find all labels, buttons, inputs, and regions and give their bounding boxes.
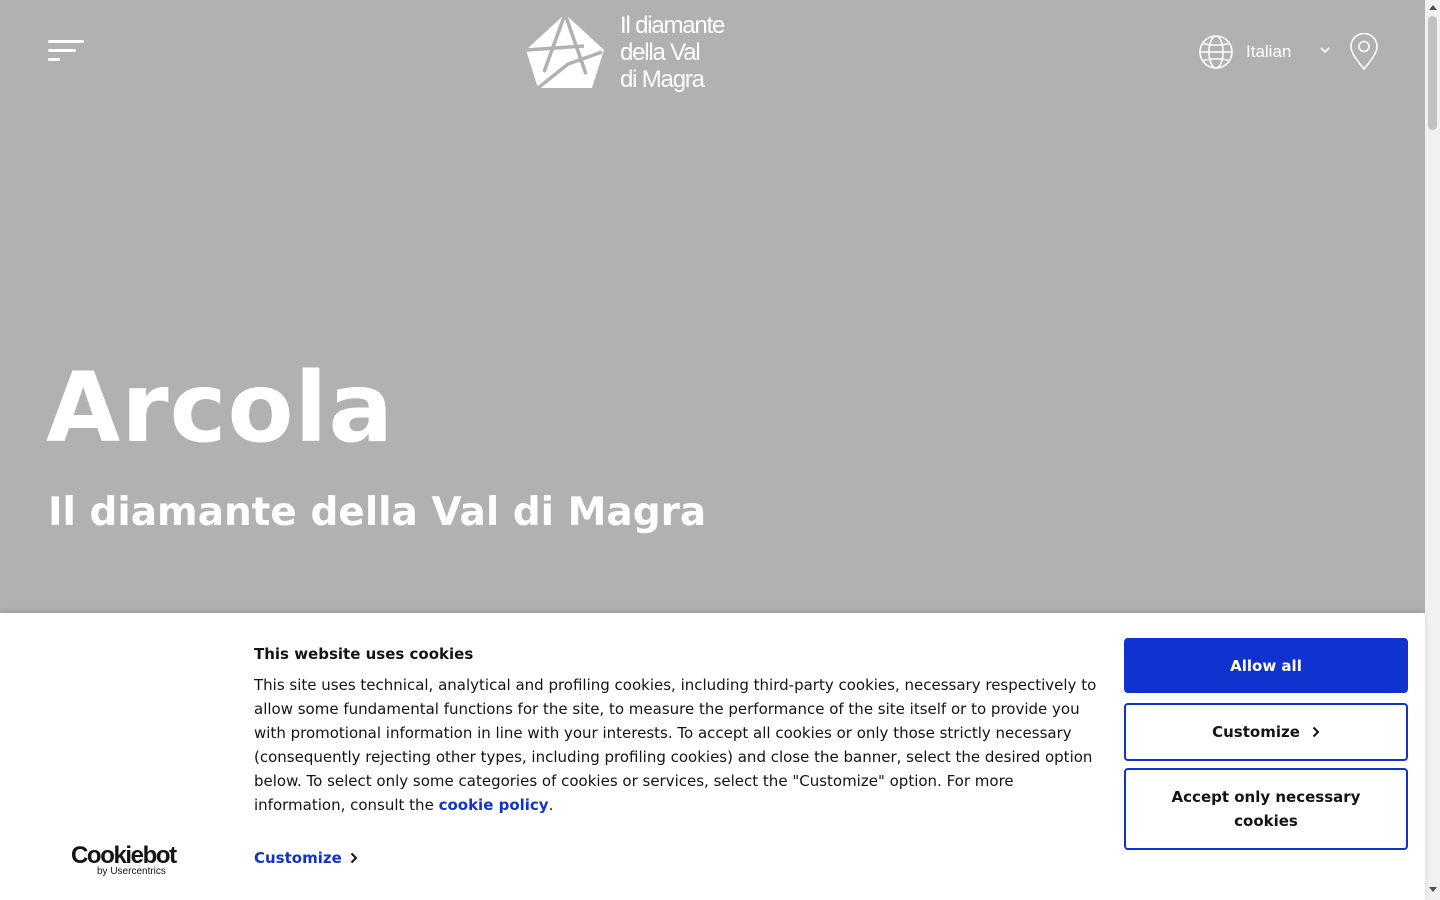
cookie-banner-title: This website uses cookies bbox=[254, 645, 474, 663]
logo-line: Il diamante bbox=[620, 12, 725, 39]
scroll-up-arrow-icon[interactable] bbox=[1429, 5, 1437, 10]
site-logo[interactable] bbox=[524, 12, 744, 96]
accept-necessary-button[interactable] bbox=[1124, 768, 1408, 850]
accept-necessary-label: Accept only necessary cookies bbox=[1171, 788, 1361, 830]
cookie-body-text: This site uses technical, analytical and profiling cookies, including third-party cookies, necessary respectively to allow some fundamental functions for the site, to measure the performance of the site itself or to provide you with promotional information in line with your interests. To accept all cookies or only those strictly necessary (consequently rejecting other types, including profiling cookies) and close the banner, select the desired option below. To select only some categories of cookies or services, select the "Customize" option. For more information, consult the bbox=[254, 676, 1097, 814]
scroll-down-arrow-icon[interactable] bbox=[1429, 887, 1437, 892]
page-title: Arcola bbox=[46, 352, 395, 464]
cookiebot-logo-byline: by Usercentrics bbox=[97, 866, 166, 877]
customize-button-label: Customize bbox=[1212, 723, 1300, 741]
diamond-logo-icon bbox=[524, 12, 606, 90]
logo-line: della Val bbox=[620, 39, 700, 66]
cookie-body-end: . bbox=[548, 796, 554, 814]
cookiebot-logo bbox=[71, 844, 175, 878]
customize-button[interactable] bbox=[1124, 703, 1408, 761]
scrollbar-thumb[interactable] bbox=[1428, 16, 1437, 130]
globe-icon bbox=[1198, 34, 1234, 70]
chevron-right-icon bbox=[1312, 726, 1320, 738]
menu-line bbox=[48, 58, 60, 61]
language-label: Italian bbox=[1246, 42, 1292, 61]
cookie-banner-text bbox=[254, 673, 1104, 817]
hamburger-menu-icon[interactable] bbox=[48, 38, 84, 64]
logo-text bbox=[620, 12, 724, 93]
menu-line bbox=[48, 49, 76, 52]
allow-all-label: Allow all bbox=[1230, 656, 1302, 675]
chevron-down-icon bbox=[1320, 46, 1330, 54]
cookie-policy-link[interactable]: cookie policy bbox=[438, 796, 549, 814]
customize-link-label: Customize bbox=[254, 849, 342, 867]
cookiebot-logo-name: Cookiebot bbox=[71, 842, 176, 869]
page-subtitle: Il diamante della Val di Magra bbox=[48, 490, 707, 535]
logo-line: di Magra bbox=[620, 66, 704, 93]
allow-all-button[interactable] bbox=[1124, 638, 1408, 693]
menu-line bbox=[48, 40, 84, 43]
cookie-banner bbox=[0, 613, 1425, 900]
chevron-right-icon bbox=[350, 852, 358, 864]
vertical-scrollbar[interactable] bbox=[1425, 0, 1440, 900]
map-pin-icon[interactable] bbox=[1349, 33, 1379, 71]
language-selector[interactable] bbox=[1198, 34, 1338, 70]
customize-link[interactable] bbox=[254, 849, 358, 867]
